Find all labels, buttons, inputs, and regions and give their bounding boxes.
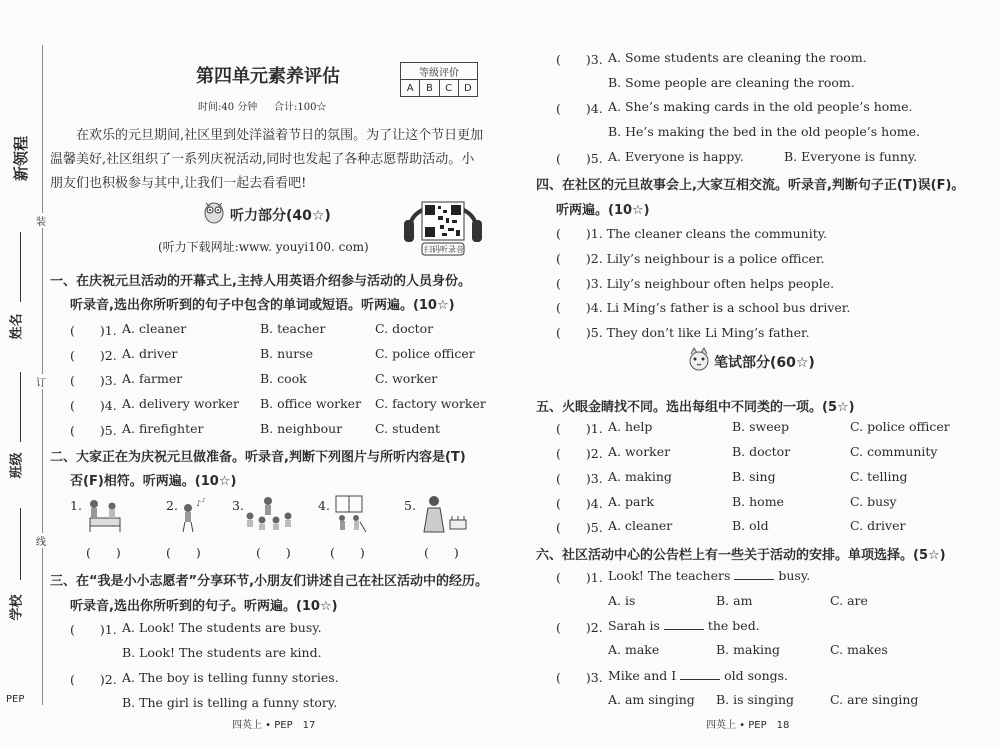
qr-label: 扫码听录音 <box>424 245 464 254</box>
picture-number: 4. <box>318 498 330 513</box>
page-title: 第四单元素养评估 <box>196 66 340 87</box>
section1-title-line2: 听录音,选出你所听到的句子中包含的单词或短语。听两遍。(10☆) <box>70 298 455 313</box>
option-a: A. cleaner <box>608 518 673 533</box>
svg-text:♪: ♪ <box>202 497 206 504</box>
option-b: B. office worker <box>260 396 362 411</box>
option-b: B. is singing <box>716 692 795 707</box>
grade-a[interactable]: A <box>401 80 420 97</box>
answer-paren[interactable]: ( ) <box>256 545 291 560</box>
answer-paren[interactable]: ( )2. <box>70 672 117 687</box>
option-b: B. sing <box>732 469 776 484</box>
download-url[interactable]: (听力下载网址:www. youyi100. com) <box>158 240 369 254</box>
answer-paren[interactable]: ( )5. <box>556 520 603 535</box>
option-a: A. make <box>608 642 660 657</box>
label-class: 班级 <box>9 452 25 479</box>
answer-paren[interactable]: ( )2. <box>556 446 603 461</box>
pep-mark: PEP <box>6 694 25 705</box>
section1-title-line1: 一、在庆祝元旦活动的开幕式上,主持人用英语介绍参与活动的人员身份。 <box>50 274 471 289</box>
brand-logo-text: 新领程 <box>12 135 31 182</box>
boy-singing-picture-icon <box>172 496 214 536</box>
answer-paren[interactable]: ( )4. <box>556 101 603 116</box>
option-c: C. telling <box>850 469 908 484</box>
option-c: C. community <box>850 444 938 459</box>
answer-paren[interactable]: ( )3. <box>556 52 603 67</box>
option-b: B. sweep <box>732 419 790 434</box>
section3-title-line1: 三、在“我是小小志愿者”分享环节,小朋友们讲述自己在社区活动中的经历。 <box>50 574 489 589</box>
answer-paren[interactable]: ( ) <box>330 545 365 560</box>
option-b: B. nurse <box>260 346 314 361</box>
answer-paren[interactable]: ( )5. <box>556 151 603 166</box>
option-a: A. help <box>608 419 653 434</box>
cat-mascot-icon <box>686 346 712 372</box>
section5-title: 五、火眼金睛找不同。选出每组中不同类的一项。(5☆) <box>536 400 855 415</box>
answer-paren[interactable]: ( )4. <box>70 398 117 413</box>
question-text: Look! The teachers <box>608 568 731 583</box>
option-b: B. old <box>732 518 769 533</box>
answer-paren[interactable]: ( )3. <box>556 471 603 486</box>
question-text: old songs. <box>724 668 789 683</box>
section4-title-line2: 听两遍。(10☆) <box>556 203 650 218</box>
answer-paren[interactable]: ( ) <box>424 545 459 560</box>
time-limit: 时间:40 分钟 <box>198 102 258 113</box>
label-name: 姓名 <box>9 313 25 340</box>
option-b: B. doctor <box>732 444 791 459</box>
option-a: A. She’s making cards in the old people’s home. <box>608 99 913 114</box>
option-b: B. The girl is telling a funny story. <box>122 695 338 710</box>
answer-paren[interactable]: ( )2. <box>70 348 117 363</box>
option-c: C. are singing <box>830 692 919 707</box>
binding-mark-zhuang: 装 <box>36 213 46 228</box>
grade-box <box>400 62 478 97</box>
option-b: B. Everyone is funny. <box>784 149 918 164</box>
option-b: B. He’s making the bed in the old people’s home. <box>608 124 920 139</box>
option-c: C. police officer <box>375 346 475 361</box>
option-c: C. police officer <box>850 419 950 434</box>
picture-number: 5. <box>404 498 416 513</box>
answer-paren[interactable]: ( )1. <box>556 421 603 436</box>
tf-statement[interactable]: ( )1. The cleaner cleans the community. <box>556 226 828 241</box>
option-b: B. Some people are cleaning the room. <box>608 75 855 90</box>
answer-paren[interactable]: ( )2. <box>556 620 603 635</box>
question-text: Sarah is <box>608 618 660 633</box>
answer-paren[interactable]: ( ) <box>86 545 121 560</box>
woman-making-cake-picture-icon <box>416 494 472 534</box>
class-blank-line[interactable] <box>20 372 21 442</box>
answer-paren[interactable]: ( ) <box>166 545 201 560</box>
option-c: C. worker <box>375 371 438 386</box>
option-a: A. Some students are cleaning the room. <box>608 50 867 65</box>
svg-text:♪: ♪ <box>196 499 202 508</box>
intro-line-1: 在欢乐的元旦期间,社区里到处洋溢着节日的氛围。为了让这个节日更加 <box>76 128 484 143</box>
option-b: B. Look! The students are kind. <box>122 645 322 660</box>
option-a: A. Look! The students are busy. <box>122 620 322 635</box>
grade-d[interactable]: D <box>458 80 477 97</box>
option-b: B. neighbour <box>260 421 343 436</box>
answer-paren[interactable]: ( )4. <box>556 496 603 511</box>
answer-paren[interactable]: ( )1. <box>70 622 117 637</box>
answer-paren[interactable]: ( )1. <box>556 570 603 585</box>
option-b: B. home <box>732 494 784 509</box>
question-stem <box>608 618 760 633</box>
listening-section-title: 听力部分(40☆) <box>230 208 331 224</box>
section6-title: 六、社区活动中心的公告栏上有一些关于活动的安排。单项选择。(5☆) <box>536 548 946 563</box>
answer-paren[interactable]: ( )3. <box>556 670 603 685</box>
option-b: B. am <box>716 593 753 608</box>
section2-title-line2: 否(F)相符。听两遍。(10☆) <box>70 474 237 489</box>
question-text: busy. <box>778 568 811 583</box>
answer-paren[interactable]: ( )1. <box>70 323 117 338</box>
total-score: 合计:100☆ <box>274 102 327 113</box>
tf-statement[interactable]: ( )5. They don’t like Li Ming’s father. <box>556 325 810 340</box>
people-cleaning-picture-icon <box>328 494 370 534</box>
option-c: C. busy <box>850 494 897 509</box>
option-a: A. cleaner <box>122 321 187 336</box>
option-c: C. makes <box>830 642 888 657</box>
picture-number: 3. <box>232 498 244 513</box>
picture-number: 2. <box>166 498 178 513</box>
binding-mark-ding: 订 <box>36 374 46 389</box>
section3-title-line2: 听录音,选出你所听到的句子。听两遍。(10☆) <box>70 599 338 614</box>
name-blank-line[interactable] <box>20 232 21 302</box>
page-footer-right: 四英上 • PEP 18 <box>706 720 790 731</box>
picture-number: 1. <box>70 498 82 513</box>
intro-line-3: 朋友们也积极参与其中,让我们一起去看看吧! <box>50 176 307 191</box>
page-footer-left: 四英上 • PEP 17 <box>232 720 316 731</box>
group-storytelling-picture-icon <box>240 494 296 534</box>
grade-c[interactable]: C <box>439 80 458 97</box>
writing-section-title: 笔试部分(60☆) <box>714 355 815 371</box>
section4-title-line1: 四、在社区的元旦故事会上,大家互相交流。听录音,判断句子正(T)误(F)。 <box>536 178 965 193</box>
question-stem <box>608 568 810 583</box>
option-c: C. driver <box>850 518 906 533</box>
option-a: A. Everyone is happy. <box>608 149 744 164</box>
fill-blank[interactable] <box>664 619 704 630</box>
question-text: the bed. <box>707 618 760 633</box>
option-a: A. is <box>608 593 636 608</box>
question-text: Mike and I <box>608 668 677 683</box>
option-a: A. driver <box>122 346 178 361</box>
option-b: B. cook <box>260 371 307 386</box>
option-c: C. are <box>830 593 868 608</box>
option-a: A. The boy is telling funny stories. <box>122 670 339 685</box>
tf-statement[interactable]: ( )3. Lily’s neighbour often helps people. <box>556 276 835 291</box>
option-a: A. making <box>608 469 672 484</box>
question-stem <box>608 668 788 683</box>
answer-paren[interactable]: ( )5. <box>70 423 117 438</box>
fill-blank[interactable] <box>680 669 720 680</box>
tf-statement[interactable]: ( )4. Li Ming’s father is a school bus driver. <box>556 300 851 315</box>
grade-label: 等级评价 <box>401 63 478 80</box>
school-blank-line[interactable] <box>20 508 21 580</box>
section2-title-line1: 二、大家正在为庆祝元旦做准备。听录音,判断下列图片与所听内容是(T) <box>50 450 466 465</box>
binding-mark-xian: 线 <box>36 533 46 548</box>
option-a: A. farmer <box>122 371 183 386</box>
kids-making-bed-picture-icon <box>82 496 124 536</box>
option-c: C. doctor <box>375 321 434 336</box>
option-a: A. park <box>608 494 654 509</box>
option-a: A. am singing <box>608 692 695 707</box>
owl-mascot-icon <box>201 198 227 224</box>
answer-paren[interactable]: ( )3. <box>70 373 117 388</box>
option-a: A. worker <box>608 444 671 459</box>
label-school: 学校 <box>9 594 25 621</box>
tf-statement[interactable]: ( )2. Lily’s neighbour is a police officer. <box>556 251 825 266</box>
option-b: B. making <box>716 642 781 657</box>
option-a: A. firefighter <box>122 421 204 436</box>
option-a: A. delivery worker <box>122 396 239 411</box>
option-b: B. teacher <box>260 321 326 336</box>
fill-blank[interactable] <box>734 569 774 580</box>
option-c: C. factory worker <box>375 396 486 411</box>
grade-b[interactable]: B <box>420 80 439 97</box>
option-c: C. student <box>375 421 441 436</box>
intro-line-2: 温馨美好,社区组织了一系列庆祝活动,同时也发起了各种志愿帮助活动。小 <box>50 152 475 167</box>
